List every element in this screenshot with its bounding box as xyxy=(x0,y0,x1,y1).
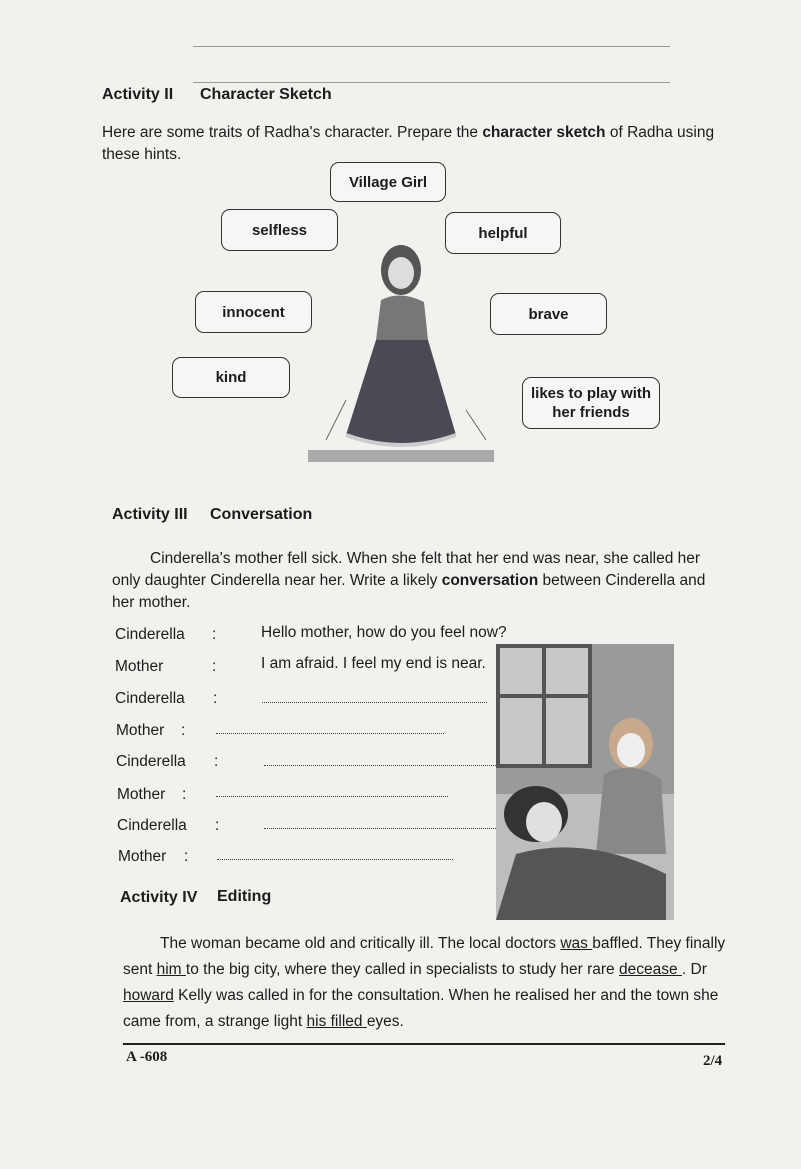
colon: : xyxy=(184,848,189,865)
answer-blank[interactable] xyxy=(217,859,453,860)
activity2-label: Activity II xyxy=(102,86,174,103)
radha-illustration xyxy=(306,240,496,465)
colon: : xyxy=(213,690,218,707)
speaker: Cinderella xyxy=(115,626,185,643)
colon: : xyxy=(212,658,217,675)
speaker: Cinderella xyxy=(116,753,186,770)
dialogue-line: Hello mother, how do you feel now? xyxy=(261,624,507,641)
dialogue-line: I am afraid. I feel my end is near. xyxy=(261,655,486,672)
footer-rule xyxy=(123,1043,725,1045)
speaker: Mother xyxy=(116,722,165,739)
activity2-title: Character Sketch xyxy=(200,86,332,103)
activity4-title: Editing xyxy=(217,888,272,905)
colon: : xyxy=(214,753,219,770)
error-word: howard xyxy=(123,987,174,1004)
error-word: his filled xyxy=(306,1013,367,1030)
header-box xyxy=(193,46,670,83)
answer-blank[interactable] xyxy=(216,796,448,797)
colon: : xyxy=(215,817,220,834)
activity2-instruction: Here are some traits of Radha's character. Prepare the character sketch of Radha using these hints. xyxy=(102,124,715,163)
editing-passage: The woman became old and critically ill. The local doctors was baffled. They finally sent him to the big city, where they called in specialists to study her rare decease . Dr howard Kelly was called in for the consultation. When he realised her and the town she came from, a strange light his filled eyes. xyxy=(123,935,726,1030)
activity3-intro: Cinderella's mother fell sick. When she felt that her end was near, she called her only daughter Cinderella near her. Write a likely conversation between Cinderella and her mother. xyxy=(112,550,706,611)
paper-code: A -608 xyxy=(126,1049,168,1065)
cinderella-illustration xyxy=(496,644,674,920)
trait-helpful: helpful xyxy=(445,212,561,254)
answer-blank[interactable] xyxy=(264,828,500,829)
speaker: Cinderella xyxy=(115,690,185,707)
trait-kind: kind xyxy=(172,357,290,398)
speaker: Mother xyxy=(117,786,166,803)
error-word: was xyxy=(560,935,593,952)
answer-blank[interactable] xyxy=(216,733,444,734)
speaker: Mother xyxy=(118,848,167,865)
trait-village-girl: Village Girl xyxy=(330,162,446,202)
activity3-label: Activity III xyxy=(112,506,188,523)
speaker: Cinderella xyxy=(117,817,187,834)
trait-innocent: innocent xyxy=(195,291,312,333)
error-word: decease xyxy=(618,961,682,978)
colon: : xyxy=(181,722,186,739)
colon: : xyxy=(212,626,217,643)
page-number: 2/4 xyxy=(703,1053,723,1069)
trait-brave: brave xyxy=(490,293,607,335)
trait-likes-to-play: likes to play with her friends xyxy=(522,377,660,429)
activity4-label: Activity IV xyxy=(120,889,198,906)
answer-blank[interactable] xyxy=(264,765,496,766)
answer-blank[interactable] xyxy=(262,702,487,703)
speaker: Mother xyxy=(115,658,164,675)
trait-selfless: selfless xyxy=(221,209,338,251)
colon: : xyxy=(182,786,187,803)
activity3-title: Conversation xyxy=(210,506,313,523)
error-word: him xyxy=(156,961,186,978)
